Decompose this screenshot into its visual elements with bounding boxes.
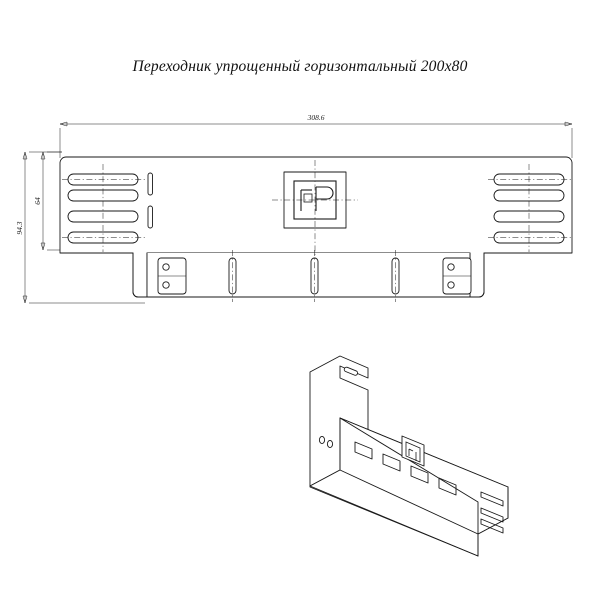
dimension-width — [60, 122, 572, 158]
dimension-height-inner — [41, 152, 62, 250]
page-title: Переходник упрощенный горизонтальный 200х80 — [132, 58, 468, 75]
dimension-height-outer-label: 94.3 — [15, 221, 24, 235]
isometric-view — [310, 356, 508, 556]
dimension-height-inner-label: 64 — [33, 197, 42, 205]
dimension-width-label: 308.6 — [307, 113, 325, 122]
